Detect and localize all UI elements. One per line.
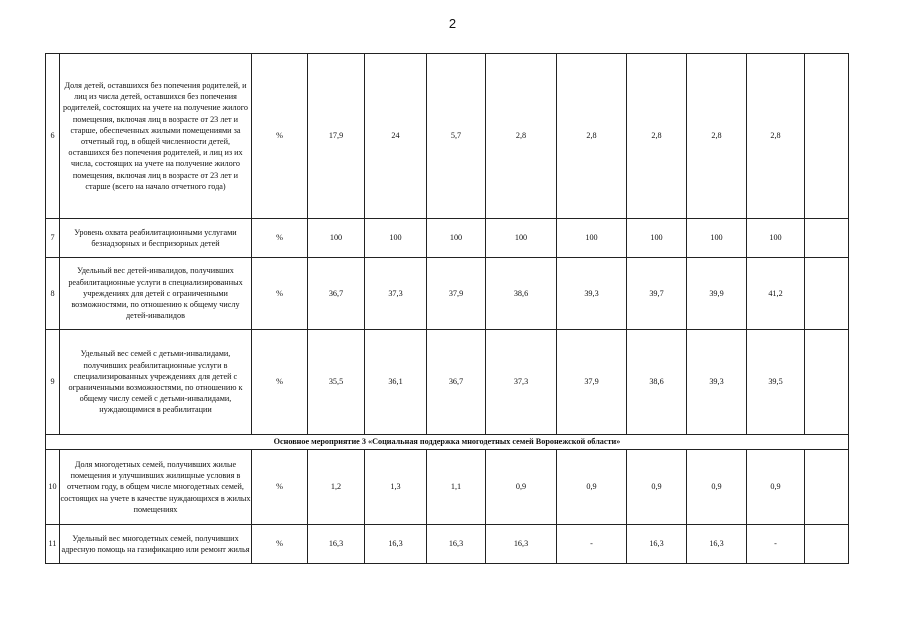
value-cell: 100 xyxy=(627,219,687,258)
indicator-name: Доля многодетных семей, получивших жилые помещения и улучшивших жилищные условия в отчетном году, в общем числе многодетных семей, состоящих на учете в качестве нуждающихся в жилых помещениях xyxy=(60,450,252,525)
value-cell: 39,9 xyxy=(687,258,747,330)
value-cell: 38,6 xyxy=(486,258,557,330)
value-cell: - xyxy=(747,525,805,564)
row-number: 11 xyxy=(46,525,60,564)
value-cell: 41,2 xyxy=(747,258,805,330)
indicator-name: Доля детей, оставшихся без попечения родителей, и лиц из числа детей, оставшихся без попечения родителей, состоящих на учете на получение жилого помещения, включая лиц в возрасте от 23 лет и старше, обеспеченных жилыми помещениями за отчетный год, в общей численности детей, оставшихся без попечения родителей, и лиц из их числа, состоящих на учете на получение жилого помещения, включая лиц в возрасте от 23 лет и старше (всего на начало отчетного года) xyxy=(60,54,252,219)
value-cell: 37,9 xyxy=(427,258,486,330)
value-cell: 2,8 xyxy=(627,54,687,219)
value-cell xyxy=(805,330,849,435)
value-cell: 35,5 xyxy=(308,330,365,435)
value-cell: 39,7 xyxy=(627,258,687,330)
unit-cell: % xyxy=(252,258,308,330)
value-cell: 0,9 xyxy=(557,450,627,525)
value-cell: 100 xyxy=(308,219,365,258)
row-number: 9 xyxy=(46,330,60,435)
value-cell xyxy=(805,450,849,525)
unit-cell: % xyxy=(252,450,308,525)
section-title: Основное мероприятие 3 «Социальная поддержка многодетных семей Воронежской области» xyxy=(46,435,849,450)
value-cell: 2,8 xyxy=(747,54,805,219)
value-cell: - xyxy=(557,525,627,564)
value-cell: 16,3 xyxy=(687,525,747,564)
value-cell: 16,3 xyxy=(486,525,557,564)
value-cell: 0,9 xyxy=(747,450,805,525)
value-cell: 2,8 xyxy=(486,54,557,219)
indicator-name: Удельный вес семей с детьми-инвалидами, получивших реабилитационные услуги в специализированных учреждениях для детей с ограниченными возможностями, по отношению к общему числу семей с детьми-инвалидами, нуждающимися в реабилитации xyxy=(60,330,252,435)
value-cell: 0,9 xyxy=(486,450,557,525)
row-number: 6 xyxy=(46,54,60,219)
table-row xyxy=(46,525,849,564)
value-cell: 16,3 xyxy=(427,525,486,564)
value-cell: 24 xyxy=(365,54,427,219)
value-cell: 100 xyxy=(747,219,805,258)
value-cell: 37,3 xyxy=(365,258,427,330)
value-cell: 39,3 xyxy=(687,330,747,435)
table-row xyxy=(46,219,849,258)
table-row xyxy=(46,450,849,525)
indicators-table xyxy=(45,53,849,564)
value-cell: 1,3 xyxy=(365,450,427,525)
unit-cell: % xyxy=(252,219,308,258)
value-cell: 37,3 xyxy=(486,330,557,435)
unit-cell: % xyxy=(252,330,308,435)
value-cell: 16,3 xyxy=(365,525,427,564)
section-row xyxy=(46,435,849,450)
value-cell: 0,9 xyxy=(687,450,747,525)
value-cell: 17,9 xyxy=(308,54,365,219)
value-cell: 100 xyxy=(486,219,557,258)
value-cell: 39,3 xyxy=(557,258,627,330)
row-number: 7 xyxy=(46,219,60,258)
value-cell xyxy=(805,54,849,219)
value-cell: 2,8 xyxy=(557,54,627,219)
value-cell: 16,3 xyxy=(627,525,687,564)
value-cell xyxy=(805,219,849,258)
page-number: 2 xyxy=(448,16,457,31)
value-cell: 37,9 xyxy=(557,330,627,435)
indicator-name: Уровень охвата реабилитационными услугами безнадзорных и беспризорных детей xyxy=(60,219,252,258)
value-cell xyxy=(805,258,849,330)
table-row xyxy=(46,330,849,435)
value-cell: 2,8 xyxy=(687,54,747,219)
value-cell: 36,7 xyxy=(427,330,486,435)
value-cell: 100 xyxy=(427,219,486,258)
unit-cell: % xyxy=(252,54,308,219)
value-cell: 36,7 xyxy=(308,258,365,330)
table-row xyxy=(46,54,849,219)
value-cell: 0,9 xyxy=(627,450,687,525)
row-number: 8 xyxy=(46,258,60,330)
indicator-name: Удельный вес детей-инвалидов, получивших реабилитационные услуги в специализированных учреждениях для детей с ограниченными возможностями, по отношению к общему числу детей-инвалидов xyxy=(60,258,252,330)
value-cell: 39,5 xyxy=(747,330,805,435)
value-cell: 16,3 xyxy=(308,525,365,564)
value-cell: 36,1 xyxy=(365,330,427,435)
value-cell: 38,6 xyxy=(627,330,687,435)
indicator-name: Удельный вес многодетных семей, получивших адресную помощь на газификацию или ремонт жилья xyxy=(60,525,252,564)
value-cell: 5,7 xyxy=(427,54,486,219)
value-cell: 100 xyxy=(365,219,427,258)
value-cell: 1,1 xyxy=(427,450,486,525)
value-cell: 100 xyxy=(557,219,627,258)
value-cell xyxy=(805,525,849,564)
value-cell: 1,2 xyxy=(308,450,365,525)
row-number: 10 xyxy=(46,450,60,525)
table-row xyxy=(46,258,849,330)
unit-cell: % xyxy=(252,525,308,564)
value-cell: 100 xyxy=(687,219,747,258)
